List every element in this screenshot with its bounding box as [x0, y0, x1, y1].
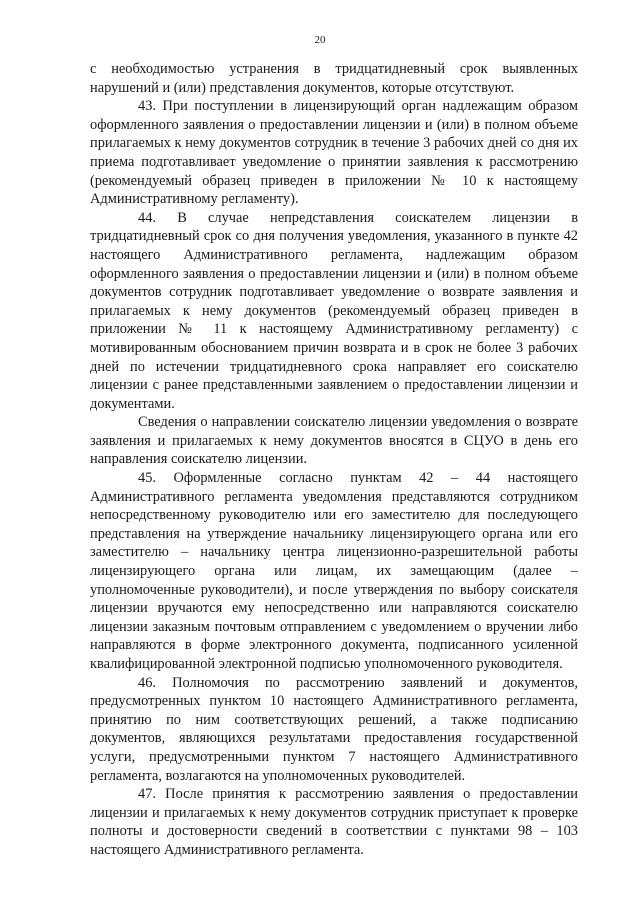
paragraph-44: 44. В случае непредставления соискателем лицензии в тридцатидневный срок со дня получения уведомления, указанного в пункте 42 настоящего Административного регламента, надлежащим образом оформленного заявления о предоставлении лицензии и (или) в полном объеме документов сотрудник подготавливает уведомление о возврате заявления и прилагаемых к нему документов (рекомендуемый образец приведен в приложении № 11 к настоящему Административному регламенту) с мотивированным обоснованием причин возврата и в срок не более 3 рабочих дней по истечении тридцатидневного срока направляет его соискателю лицензии с ранее представленными заявлением о предоставлении лицензии и документами.: [90, 209, 578, 412]
paragraph-continuation: с необходимостью устранения в тридцатидневный срок выявленных нарушений и (или) представления документов, которые отсутствуют.: [90, 61, 578, 96]
document-body: [90, 60, 578, 860]
paragraph-43: 43. При поступлении в лицензирующий орган надлежащим образом оформленного заявления о предоставлении лицензии и (или) в полном объеме прилагаемых к нему документов сотрудник в течение 3 рабочих дней со дня их приема подготавливает уведомление о принятии заявления к рассмотрению (рекомендуемый образец приведен в приложении № 10 к настоящему Административному регламенту).: [90, 98, 578, 208]
paragraph-46: 46. Полномочия по рассмотрению заявлений и документов, предусмотренных пунктом 10 настоящего Административного регламента, принятию по ним соответствующих решений, а также подписанию документов, являющихся результатами предоставления государственной услуги, предусмотренными пунктом 7 настоящего Административного регламента, возлагаются на уполномоченных руководителей.: [90, 674, 578, 784]
page-number: 20: [314, 34, 326, 46]
paragraph-45: 45. Оформленные согласно пунктам 42 – 44 настоящего Административного регламента уведомления представляются сотрудником непосредственному руководителю или его заместителю для последующего представления на утверждение начальнику лицензирующего органа или его заместителю – начальнику центра лицензионно-разрешительной работы лицензирующего органа или лицам, их замещающим (далее – уполномоченные руководители), и после утверждения по выбору соискателя лицензии вручаются ему непосредственно или направляются соискателю лицензии заказным почтовым отправлением с уведомлением о вручении либо направляются в форме электронного документа, подписанного усиленной квалифицированной электронной подписью уполномоченного руководителя.: [90, 470, 578, 672]
paragraph-44-details: Сведения о направлении соискателю лицензии уведомления о возврате заявления и прилагаемых к нему документов вносятся в СЦУО в день его направления соискателю лицензии.: [90, 414, 578, 468]
paragraph-47: 47. После принятия к рассмотрению заявления о предоставлении лицензии и прилагаемых к нему документов сотрудник приступает к проверке полноты и достоверности сведений в соответствии с пунктами 98 – 103 настоящего Административного регламента.: [90, 786, 578, 858]
